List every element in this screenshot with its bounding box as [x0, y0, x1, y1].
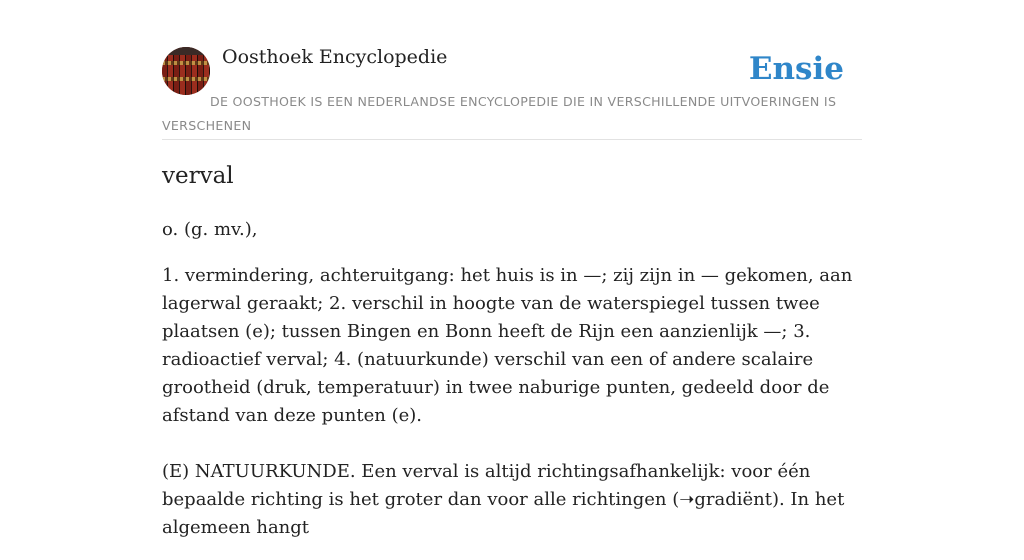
entry-definition: 1. vermindering, achteruitgang: het huis is in —; zij zijn in — gekomen, aan lagerwal geraakt; 2. verschil in hoogte van de waterspiegel tussen twee plaatsen (e); tussen Bingen en Bonn heeft de Rijn een aanzienlijk —; 3. radioactief verval; 4. (natuurkunde) verschil van een of andere scalaire grootheid (druk, temperatuur) in twee naburige punten, gedeeld door de afstand van deze punten (e). [162, 265, 853, 426]
entry-grammar: o. (g. mv.), [162, 219, 258, 240]
shelf-shadow [162, 47, 210, 55]
entry-body [162, 216, 862, 560]
gold-band [162, 77, 210, 81]
encyclopedia-avatar[interactable] [162, 47, 210, 95]
site-title[interactable]: Oosthoek Encyclopedie [222, 46, 448, 68]
gold-band [162, 61, 210, 65]
entry-natuurkunde: (E) NATUURKUNDE. Een verval is altijd richtingsafhankelijk: voor één bepaalde richting is het groter dan voor alle richtingen (➝gradiënt). In het algemeen hangt [162, 461, 845, 538]
ensie-logo-link[interactable]: Ensie [748, 51, 844, 87]
entry-title: verval [162, 163, 234, 189]
header-divider [162, 139, 862, 140]
site-tagline: DE OOSTHOEK IS EEN NEDERLANDSE ENCYCLOPEDIE DIE IN VERSCHILLENDE UITVOERINGEN IS VERSCHENEN [162, 94, 837, 133]
